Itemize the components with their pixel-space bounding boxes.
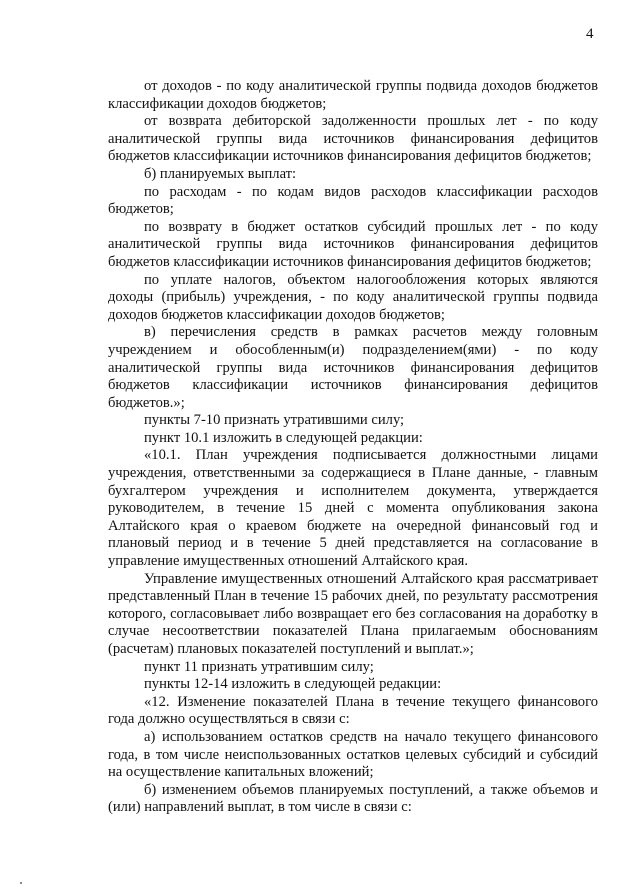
paragraph: «10.1. План учреждения подписывается должностными лицами учреждения, ответственными за содержащиеся в Плане данные, - главным бухгалтером учреждения и исполнителем документа, утверждается руководителем, в течение 15 дней с момента опубликования закона Алтайского края о краевом бюджете на очередной финансовый год и плановый период и в течение 5 дней представляется на согласование в управление имущественных отношений Алтайского края. bbox=[108, 447, 598, 570]
paragraph: по возврату в бюджет остатков субсидий прошлых лет - по коду аналитической группы вида источников финансирования дефицитов бюджетов классификации источников финансирования дефицитов бюджетов; bbox=[108, 218, 598, 270]
scan-artifact bbox=[20, 882, 22, 884]
paragraph: пункты 7-10 признать утратившими силу; bbox=[144, 412, 405, 429]
paragraph: от возврата дебиторской задолженности прошлых лет - по коду аналитической группы вида источников финансирования дефицитов бюджетов классификации источников финансирования дефицитов бюджетов; bbox=[108, 113, 598, 165]
paragraph: Управление имущественных отношений Алтайского края рассматривает представленный План в течение 15 рабочих дней, по результату рассмотрения которого, согласовывает либо возвращает его без согласования на доработку в случае несоответствии показателей Плана прилагаемым обоснованиям (расчетам) плановых показателей поступлений и выплат.»; bbox=[108, 570, 598, 657]
paragraph: «12. Изменение показателей Плана в течение текущего финансового года должно осуществляться в связи с: bbox=[108, 693, 598, 728]
paragraph: от доходов - по коду аналитической группы подвида доходов бюджетов классификации доходов бюджетов; bbox=[108, 78, 598, 112]
paragraph: а) использованием остатков средств на начало текущего финансового года, в том числе неиспользованных остатков целевых субсидий и субсидий на осуществление капитальных вложений; bbox=[108, 728, 598, 781]
paragraph: б) изменением объемов планируемых поступлений, а также объемов и (или) направлений выплат, в том числе в связи с: bbox=[108, 781, 598, 816]
paragraph: по уплате налогов, объектом налогообложения которых являются доходы (прибыль) учреждения, - по коду аналитической группы подвида доходов бюджетов классификации доходов бюджетов; bbox=[108, 271, 598, 323]
paragraph: по расходам - по кодам видов расходов классификации расходов бюджетов; bbox=[108, 183, 598, 218]
paragraph: б) планируемых выплат: bbox=[144, 165, 297, 182]
paragraph: пункт 11 признать утратившим силу; bbox=[144, 658, 374, 675]
paragraph: в) перечисления средств в рамках расчетов между головным учреждением и обособленным(и) подразделением(ями) - по коду аналитической группы вида источников финансирования дефицитов бюджетов классификации источников финансирования дефицитов бюджетов.»; bbox=[108, 324, 598, 411]
paragraph: пункты 12-14 изложить в следующей редакции: bbox=[144, 676, 442, 693]
paragraph: пункт 10.1 изложить в следующей редакции: bbox=[144, 429, 423, 446]
document-body bbox=[108, 78, 598, 817]
page-number: 4 bbox=[586, 26, 594, 42]
